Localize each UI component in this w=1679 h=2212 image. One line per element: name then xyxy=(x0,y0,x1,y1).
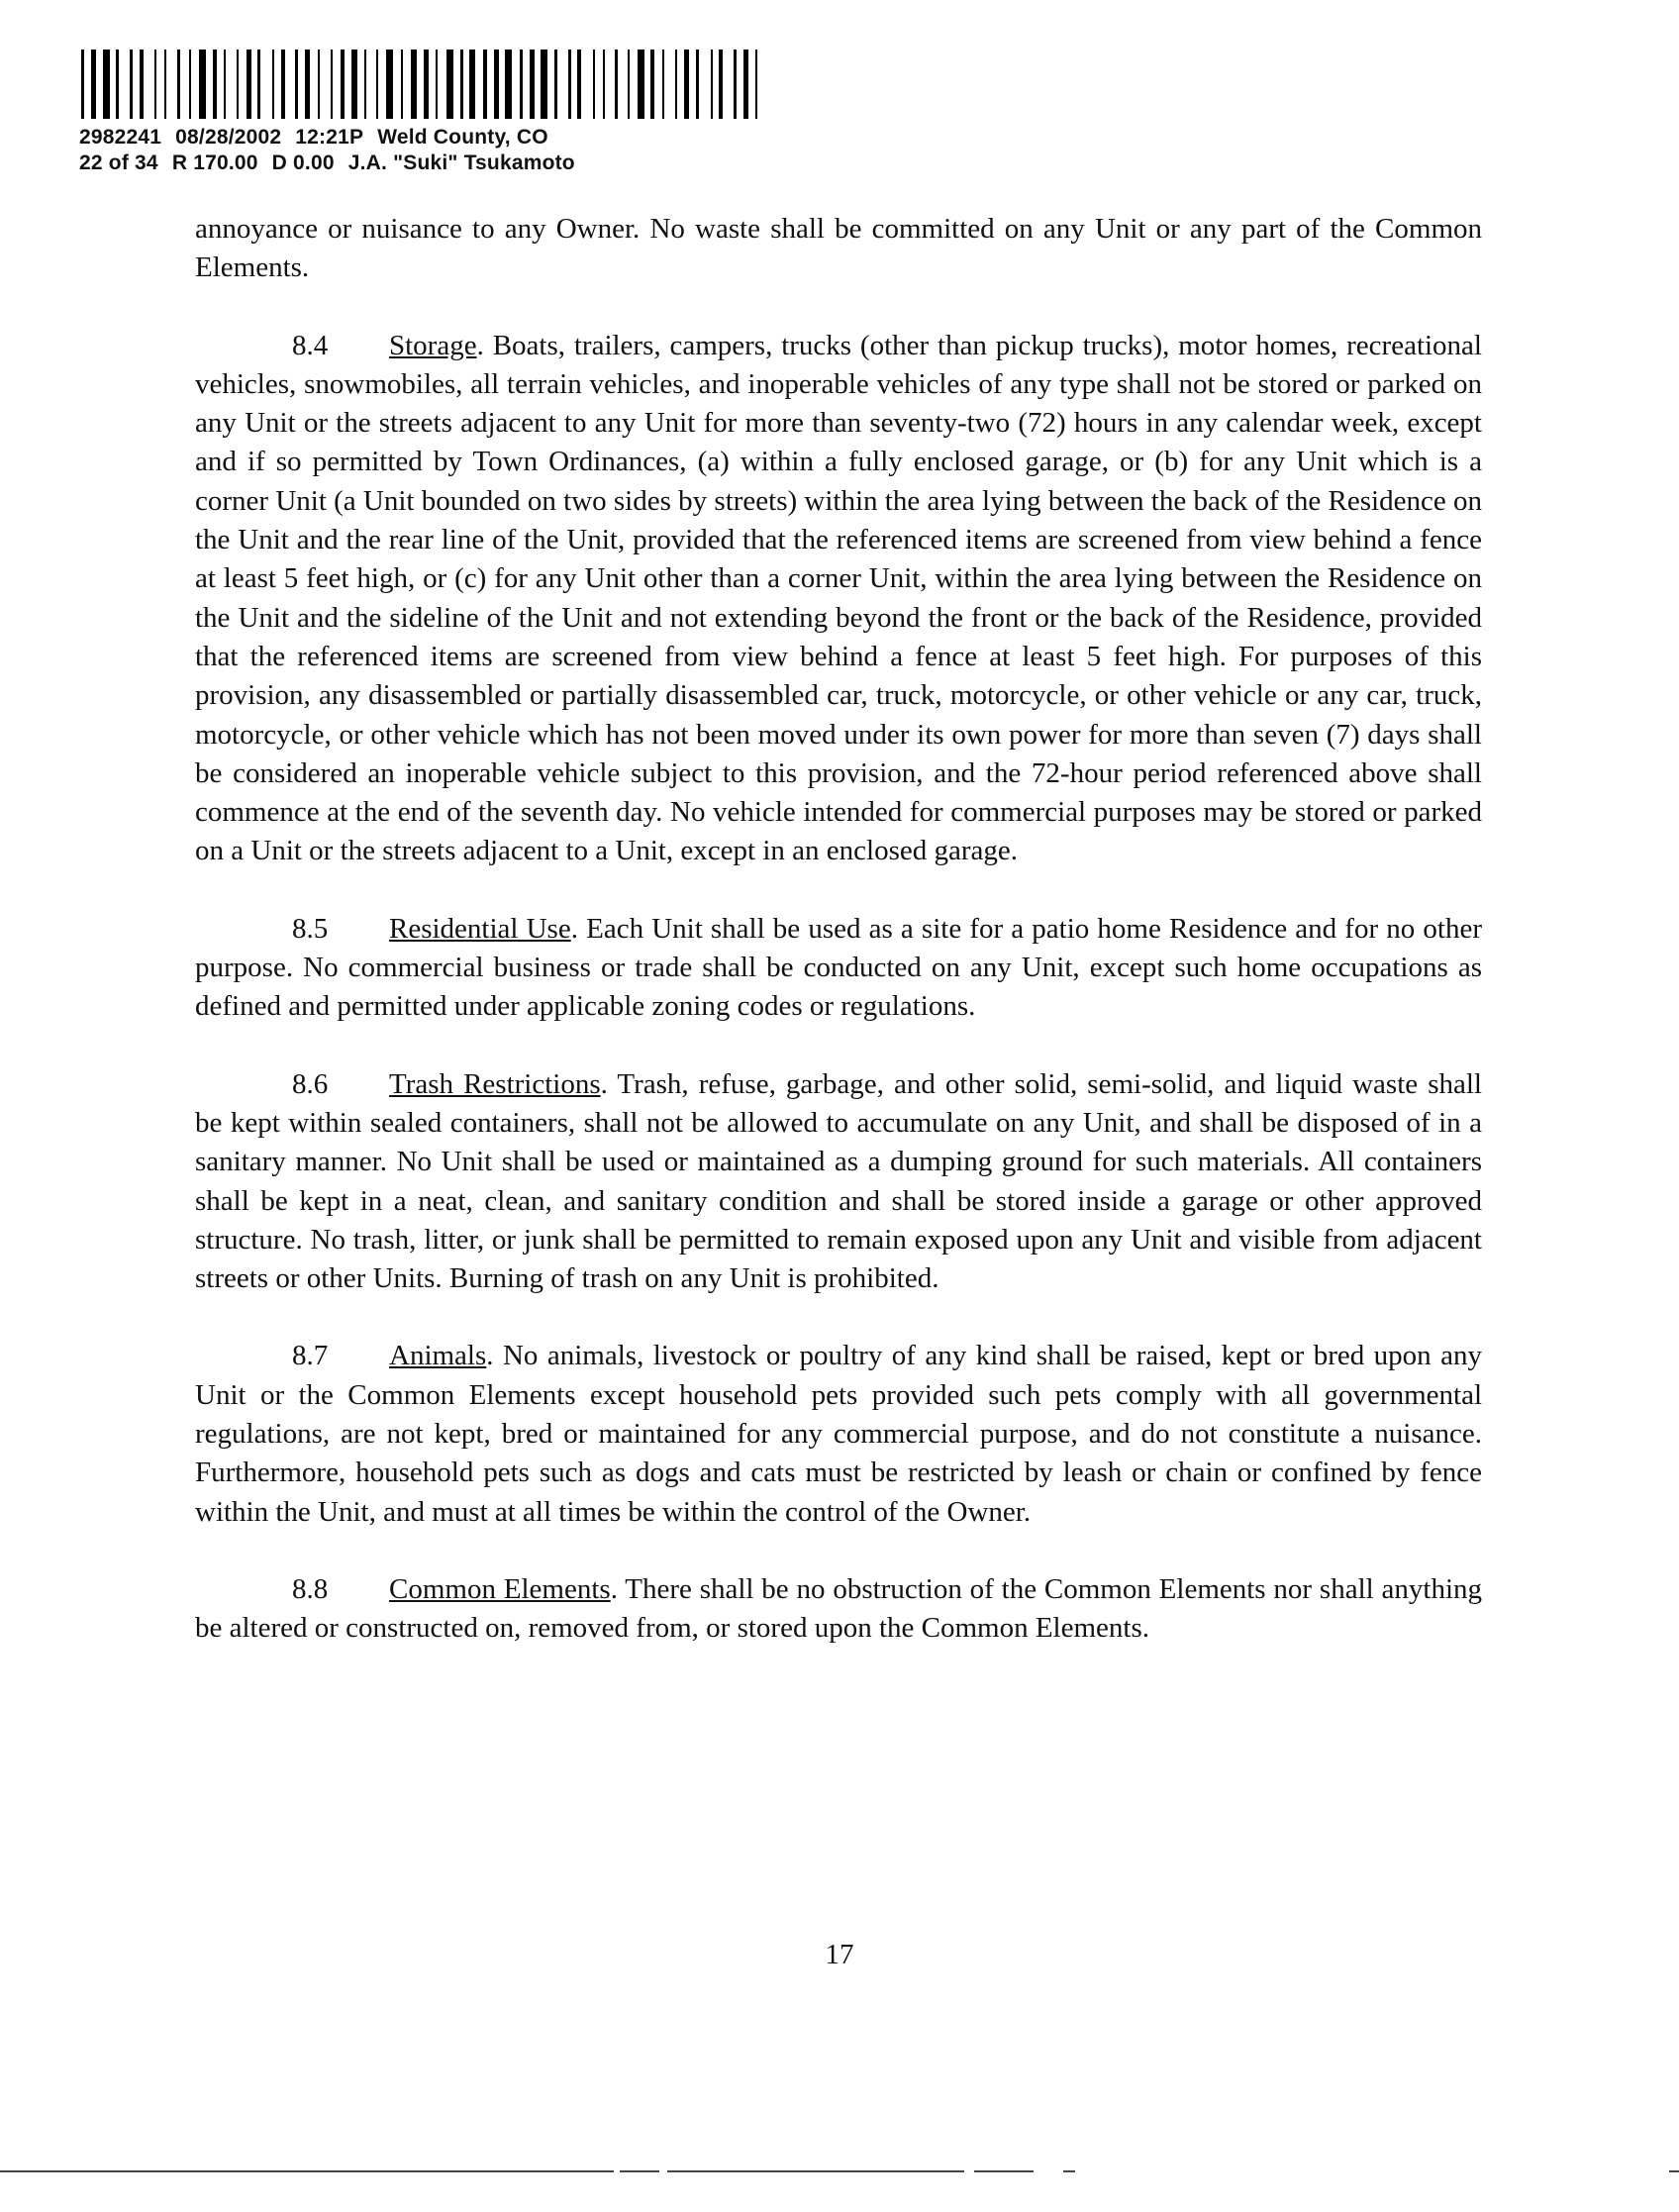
section-text: . Trash, refuse, garbage, and other solid, semi-solid, and liquid waste shall be kept within sealed containers, shall not be allowed to accumulate on any Unit, and shall be disposed of in a sanitary manner. No Unit shall be used or maintained as a dumping ground for such materials. All containers shall be kept in a neat, clean, and sanitary condition and shall be stored inside a garage or other approved structure. No trash, litter, or junk shall be permitted to remain exposed upon any Unit and visible from adjacent streets or other Units. Burning of trash on any Unit is prohibited. xyxy=(195,1067,1482,1295)
barcode-bar xyxy=(615,50,618,119)
barcode-bar xyxy=(91,50,96,119)
barcode-bar xyxy=(734,50,737,119)
barcode-bar xyxy=(662,50,664,119)
barcode-bar xyxy=(638,50,644,119)
scan-edge-line xyxy=(0,2170,1679,2172)
reception-number: 2982241 xyxy=(79,126,162,149)
section-title: Storage xyxy=(389,329,477,361)
continuation-paragraph: annoyance or nuisance to any Owner. No waste shall be committed on any Unit or any part of the Common Elements. xyxy=(195,213,1482,284)
recording-time: 12:21P xyxy=(295,126,364,149)
barcode-bar xyxy=(386,50,393,119)
barcode-bar xyxy=(295,50,298,119)
barcode-bar xyxy=(684,50,689,119)
barcode-bar xyxy=(520,50,523,119)
barcode-bar xyxy=(603,50,605,119)
doc-fee: D 0.00 xyxy=(271,151,335,174)
section-title: Animals xyxy=(389,1340,487,1372)
barcode-bar xyxy=(305,50,310,119)
section-text: . Boats, trailers, campers, trucks (other than pickup trucks), motor homes, recreational vehicles, snowmobiles, all terrain vehicles, and inoperable vehicles of any type shall not be stored or parked on any Unit or the streets adjacent to any Unit for more than seventy-two (72) hours in any calendar week, except and if so permitted by Town Ordinances, (a) within a fully enclosed garage, or (b) for any Unit which is a corner Unit (a Unit bounded on two sides by streets) within the area lying between the back of the Residence on the Unit and the rear line of the Unit, provided that the referenced items are screened from view behind a fence at least 5 feet high, or (c) for any Unit other than a corner Unit, within the area lying between the Residence on the Unit and the sideline of the Unit and not extending beyond the front or the back of the Residence, provided that the referenced items are screened from view behind a fence at least 5 feet high. For purposes of this provision, any disassembled or partially disassembled car, truck, motorcycle, or other vehicle or any car, truck, motorcycle, or other vehicle which has not been moved under its own power for more than seven (7) days shall be considered an inoperable vehicle subject to this provision, and the 72-hour period referenced above shall commence at the end of the seventh day. No vehicle intended for commercial purposes may be stored or parked on a Unit or the streets adjacent to a Unit, except in an enclosed garage. xyxy=(195,329,1482,867)
barcode-bar xyxy=(281,50,285,119)
barcode-bar xyxy=(424,50,429,119)
barcode-bar xyxy=(460,50,463,119)
barcode-bar xyxy=(469,50,475,119)
section-text: . Each Unit shall be used as a site for a patio home Residence and for no other purpose. No commercial business or trade shall be conducted on any Unit, except such home occupations as defined and permitted under applicable zoning codes or regulations. xyxy=(195,912,1482,1023)
barcode-bar xyxy=(331,50,333,119)
barcode-bar xyxy=(116,50,119,119)
barcode-bar xyxy=(755,50,757,119)
barcode-bar xyxy=(164,50,166,119)
barcode-bar xyxy=(376,50,378,119)
barcode-bar xyxy=(257,50,260,119)
section-8-7 xyxy=(195,1337,1482,1531)
barcode-bar xyxy=(318,50,320,119)
section-number: 8.5 xyxy=(292,912,329,945)
barcode-bar xyxy=(494,50,499,119)
barcode-bar xyxy=(593,50,595,119)
barcode-bar xyxy=(483,50,487,119)
barcode-bar xyxy=(103,50,110,119)
barcode-bar xyxy=(341,50,345,119)
recording-stamp xyxy=(79,50,772,176)
section-number: 8.7 xyxy=(292,1340,329,1372)
stamp-line-2 xyxy=(79,151,772,176)
stamp-line-1 xyxy=(79,125,772,151)
section-title: Residential Use xyxy=(389,912,571,945)
barcode-bar xyxy=(650,50,654,119)
barcode-bar xyxy=(530,50,535,119)
barcode-bar xyxy=(154,50,156,119)
barcode-bar xyxy=(719,50,723,119)
barcode xyxy=(79,50,762,119)
barcode-bar xyxy=(177,50,180,119)
section-8-6 xyxy=(195,1065,1482,1299)
barcode-bar xyxy=(140,50,144,119)
barcode-bar xyxy=(505,50,512,119)
barcode-bar xyxy=(130,50,133,119)
section-number: 8.8 xyxy=(292,1572,329,1605)
county: Weld County, CO xyxy=(377,126,548,149)
barcode-bar xyxy=(628,50,630,119)
barcode-bar xyxy=(237,50,239,119)
barcode-bar xyxy=(711,50,713,119)
barcode-bar xyxy=(577,50,581,119)
section-8-5 xyxy=(195,910,1482,1027)
barcode-bar xyxy=(351,50,357,119)
barcode-bar xyxy=(675,50,677,119)
recording-fee: R 170.00 xyxy=(171,151,258,174)
section-8-8 xyxy=(195,1570,1482,1649)
section-title: Common Elements xyxy=(389,1572,611,1605)
barcode-bar xyxy=(411,50,417,119)
document-body xyxy=(195,210,1482,1687)
section-text: . There shall be no obstruction of the Common Elements nor shall anything be altered or constructed on, removed from, or stored upon the Common Elements. xyxy=(195,1572,1482,1645)
barcode-bar xyxy=(189,50,191,119)
page-number: 17 xyxy=(825,1939,854,1970)
barcode-bar xyxy=(446,50,453,119)
barcode-bar xyxy=(199,50,206,119)
recording-date: 08/28/2002 xyxy=(175,126,282,149)
barcode-bar xyxy=(247,50,251,119)
section-number: 8.4 xyxy=(292,329,329,361)
barcode-bar xyxy=(743,50,748,119)
page-of: 22 of 34 xyxy=(79,151,158,174)
section-8-4 xyxy=(195,327,1482,871)
barcode-bar xyxy=(81,50,84,119)
section-text: . No animals, livestock or poultry of any kind shall be raised, kept or bred upon any Unit or the Common Elements except household pets provided such pets comply with all governmental regulations, are not kept, bred or maintained for any commercial purpose, and do not constitute a nuisance. Furthermore, household pets such as dogs and cats must be restricted by leash or chain or confined by fence within the Unit, and must at all times be within the control of the Owner. xyxy=(195,1340,1482,1528)
barcode-bar xyxy=(696,50,699,119)
barcode-bar xyxy=(436,50,438,119)
barcode-bar xyxy=(272,50,274,119)
barcode-bar xyxy=(364,50,366,119)
barcode-bar xyxy=(554,50,557,119)
barcode-bar xyxy=(224,50,226,119)
section-number: 8.6 xyxy=(292,1067,329,1100)
section-title: Trash Restrictions xyxy=(389,1067,601,1100)
recorder-name: J.A. "Suki" Tsukamoto xyxy=(347,151,575,174)
barcode-bar xyxy=(568,50,571,119)
barcode-bar xyxy=(213,50,217,119)
barcode-bar xyxy=(541,50,547,119)
barcode-bar xyxy=(401,50,403,119)
